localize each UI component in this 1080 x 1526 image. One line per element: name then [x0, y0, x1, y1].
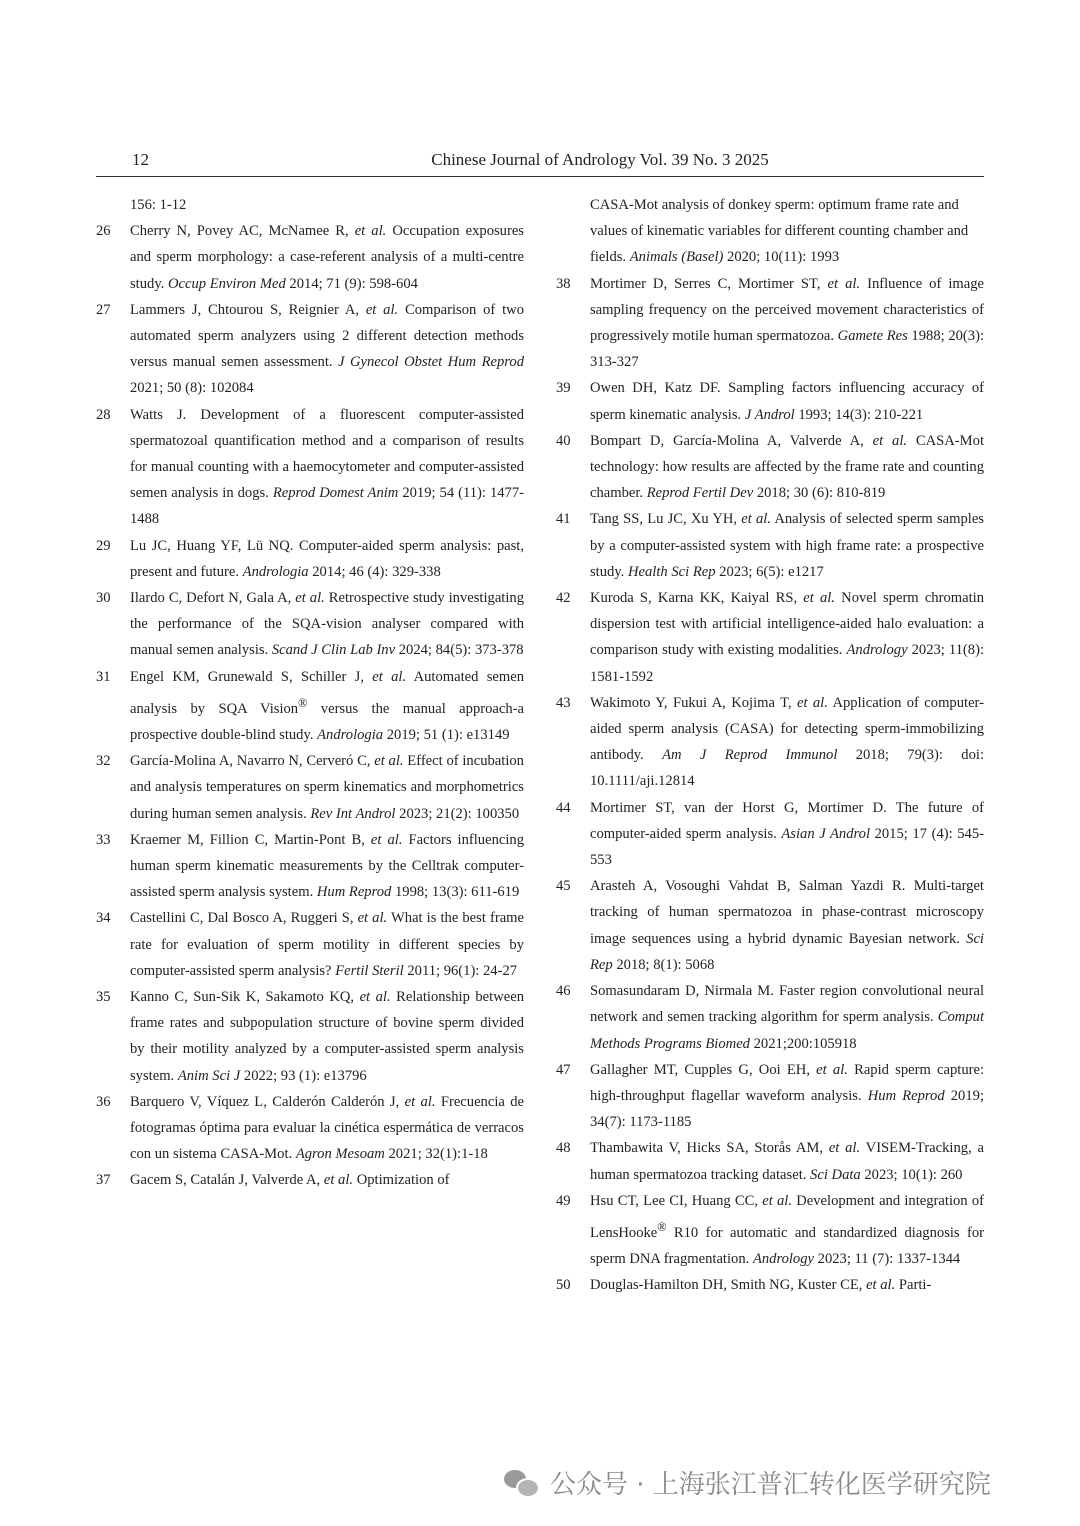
- reference-29: [96, 533, 524, 585]
- reference-text: Kanno C, Sun-Sik K, Sakamoto KQ, et al. Relationship between frame rates and subpopulation structure of bovine sperm divided by their motility analyzed by a computer-assisted sperm analysis system. Anim Sci J 2022; 93 (1): e13796: [130, 988, 524, 1084]
- reference-number: 32: [96, 753, 111, 770]
- reference-48: [556, 1135, 984, 1187]
- wechat-icon: [504, 1468, 538, 1496]
- reference-number: 50: [556, 1277, 571, 1294]
- reference-number: 49: [556, 1192, 571, 1209]
- reference-number: 33: [96, 831, 111, 848]
- watermark: [504, 1462, 1064, 1502]
- left-reference-list: [96, 218, 524, 1193]
- reference-47: [556, 1057, 984, 1136]
- reference-text: Watts J. Development of a fluorescent computer-assisted spermatozoal quantification method and a comparison of results for manual counting with a haemocytometer and computer-assisted semen analysis in dogs. Reprod Domest Anim 2019; 54 (11): 1477-1488: [130, 406, 524, 528]
- reference-number: 41: [556, 511, 571, 528]
- reference-text: Gallagher MT, Cupples G, Ooi EH, et al. Rapid sperm capture: high-throughput flagellar waveform analysis. Hum Reprod 2019; 34(7): 1173-1185: [590, 1061, 985, 1131]
- reference-39: [556, 375, 984, 427]
- page-number: 12: [132, 150, 149, 169]
- reference-text: Castellini C, Dal Bosco A, Ruggeri S, et al. What is the best frame rate for evaluation of sperm motility in different species by computer-assisted sperm analysis? Fertil Steril 2011; 96(1): 24-27: [130, 910, 524, 979]
- reference-number: 47: [556, 1061, 571, 1078]
- reference-text: Ilardo C, Defort N, Gala A, et al. Retrospective study investigating the performance of the SQA-vision analyser compared with manual semen analysis. Scand J Clin Lab Inv 2024; 84(5): 373-378: [130, 590, 524, 659]
- reference-text: Cherry N, Povey AC, McNamee R, et al. Occupation exposures and sperm morphology: a case-referent analysis of a multi-centre study. Occup Environ Med 2014; 71 (9): 598-604: [130, 223, 524, 292]
- reference-text: Hsu CT, Lee CI, Huang CC, et al. Development and integration of LensHooke® R10 for automatic and standardized diagnosis for sperm DNA fragmentation. Andrology 2023; 11 (7): 1337-1344: [590, 1192, 984, 1267]
- reference-number: 38: [556, 275, 571, 292]
- reference-text: García-Molina A, Navarro N, Cerveró C, et al. Effect of incubation and analysis temperatures on sperm kinematics and morphometrics during human semen analysis. Rev Int Androl 2023; 21(2): 100350: [130, 753, 524, 822]
- reference-50: [556, 1272, 984, 1298]
- reference-26: [96, 218, 524, 297]
- reference-number: 46: [556, 983, 571, 1000]
- reference-text: Kraemer M, Fillion C, Martin-Pont B, et al. Factors influencing human sperm kinematic measurements by the Celltrak computer-assisted sperm analysis system. Hum Reprod 1998; 13(3): 611-619: [130, 831, 524, 901]
- reference-number: 44: [556, 799, 571, 816]
- reference-text: Gacem S, Catalán J, Valverde A, et al. Optimization of: [130, 1172, 450, 1189]
- right-column: [556, 192, 984, 1298]
- reference-46: [556, 978, 984, 1057]
- reference-text: Arasteh A, Vosoughi Vahdat B, Salman Yazdi R. Multi-target tracking of human spermatozoa in phase-contrast microscopy image sequences using a hybrid dynamic Bayesian network. Sci Rep 2018; 8(1): 5068: [590, 878, 984, 973]
- reference-number: 28: [96, 406, 111, 423]
- reference-49: [556, 1188, 984, 1272]
- reference-32: [96, 748, 524, 827]
- reference-number: 48: [556, 1140, 571, 1157]
- reference-37: [96, 1167, 524, 1193]
- left-continuation: 156: 1-12: [130, 197, 187, 213]
- reference-text: Barquero V, Víquez L, Calderón Calderón J, et al. Frecuencia de fotogramas óptima para evaluar la cinética espermática de verracos con un sistema CASA-Mot. Agron Mesoam 2021; 32(1):1-18: [130, 1093, 524, 1163]
- reference-text: Engel KM, Grunewald S, Schiller J, et al. Automated semen analysis by SQA Vision® versus the manual approach-a prospective double-blind study. Andrologia 2019; 51 (1): e13149: [130, 668, 525, 743]
- reference-28: [96, 402, 524, 533]
- reference-number: 34: [96, 910, 111, 927]
- reference-40: [556, 428, 984, 507]
- reference-number: 43: [556, 694, 571, 711]
- reference-text: Owen DH, Katz DF. Sampling factors influencing accuracy of sperm kinematic analysis. J Androl 1993; 14(3): 210-221: [590, 380, 984, 423]
- reference-text: Kuroda S, Karna KK, Kaiyal RS, et al. Novel sperm chromatin dispersion test with artificial intelligence-aided halo evaluation: a comparison study with existing modalities. Andrology 2023; 11(8): 1581-1592: [590, 590, 984, 685]
- reference-45: [556, 873, 984, 978]
- reference-text: Lu JC, Huang YF, Lü NQ. Computer-aided sperm analysis: past, present and future. Andrologia 2014; 46 (4): 329-338: [130, 537, 524, 580]
- reference-text: Tang SS, Lu JC, Xu YH, et al. Analysis of selected sperm samples by a computer-assisted system with high frame rate: a prospective study. Health Sci Rep 2023; 6(5): e1217: [590, 511, 984, 580]
- right-continuation: CASA-Mot analysis of donkey sperm: optimum frame rate and values of kinematic variables for different counting chamber and fields. Animals (Basel) 2020; 10(11): 1993: [590, 197, 969, 266]
- reference-35: [96, 984, 524, 1089]
- reference-text: Thambawita V, Hicks SA, Storås AM, et al. VISEM-Tracking, a human spermatozoa tracking dataset. Sci Data 2023; 10(1): 260: [590, 1140, 984, 1183]
- reference-text: Mortimer D, Serres C, Mortimer ST, et al. Influence of image sampling frequency on the perceived movement characteristics of progressively motile human spermatozoa. Gamete Res 1988; 20(3): 313-327: [590, 275, 985, 371]
- reference-33: [96, 827, 524, 906]
- reference-30: [96, 585, 524, 664]
- reference-number: 35: [96, 988, 111, 1005]
- reference-41: [556, 506, 984, 585]
- reference-text: Wakimoto Y, Fukui A, Kojima T, et al. Application of computer-aided sperm analysis (CASA) for detecting sperm-immobilizing antibody. Am J Reprod Immunol 2018; 79(3): doi: 10.1111/aji.12814: [590, 694, 984, 790]
- reference-text: Mortimer ST, van der Horst G, Mortimer D. The future of computer-aided sperm analysis. Asian J Androl 2015; 17 (4): 545-553: [590, 799, 984, 869]
- reference-42: [556, 585, 984, 690]
- watermark-text: 公众号 · 上海张江普汇转化医学研究院: [550, 1469, 991, 1500]
- reference-number: 42: [556, 590, 571, 607]
- reference-number: 31: [96, 668, 111, 685]
- reference-34: [96, 905, 524, 984]
- reference-number: 36: [96, 1093, 111, 1110]
- reference-31: [96, 664, 524, 748]
- reference-text: Somasundaram D, Nirmala M. Faster region convolutional neural network and semen tracking algorithm for sperm analysis. Comput Methods Programs Biomed 2021;200:105918: [590, 983, 984, 1052]
- reference-number: 27: [96, 301, 111, 318]
- journal-title: Chinese Journal of Andrology Vol. 39 No. 3 2025: [431, 150, 769, 169]
- reference-number: 39: [556, 380, 571, 397]
- reference-number: 29: [96, 537, 111, 554]
- page-header: [96, 150, 984, 177]
- reference-text: Douglas-Hamilton DH, Smith NG, Kuster CE, et al. Parti-: [590, 1277, 932, 1294]
- reference-44: [556, 795, 984, 874]
- reference-text: Bompart D, García-Molina A, Valverde A, et al. CASA-Mot technology: how results are affected by the frame rate and counting chamber. Reprod Fertil Dev 2018; 30 (6): 810-819: [590, 432, 984, 502]
- reference-43: [556, 690, 984, 795]
- reference-27: [96, 297, 524, 402]
- reference-38: [556, 271, 984, 376]
- left-column: [96, 192, 524, 1194]
- reference-36: [96, 1089, 524, 1168]
- reference-number: 30: [96, 590, 111, 607]
- reference-number: 26: [96, 223, 111, 240]
- reference-number: 40: [556, 432, 571, 449]
- right-reference-list: [556, 271, 984, 1299]
- reference-text: Lammers J, Chtourou S, Reignier A, et al. Comparison of two automated sperm analyzers using 2 different detection methods versus manual semen assessment. J Gynecol Obstet Hum Reprod 2021; 50 (8): 102084: [130, 301, 524, 397]
- reference-number: 37: [96, 1172, 111, 1189]
- reference-number: 45: [556, 878, 571, 895]
